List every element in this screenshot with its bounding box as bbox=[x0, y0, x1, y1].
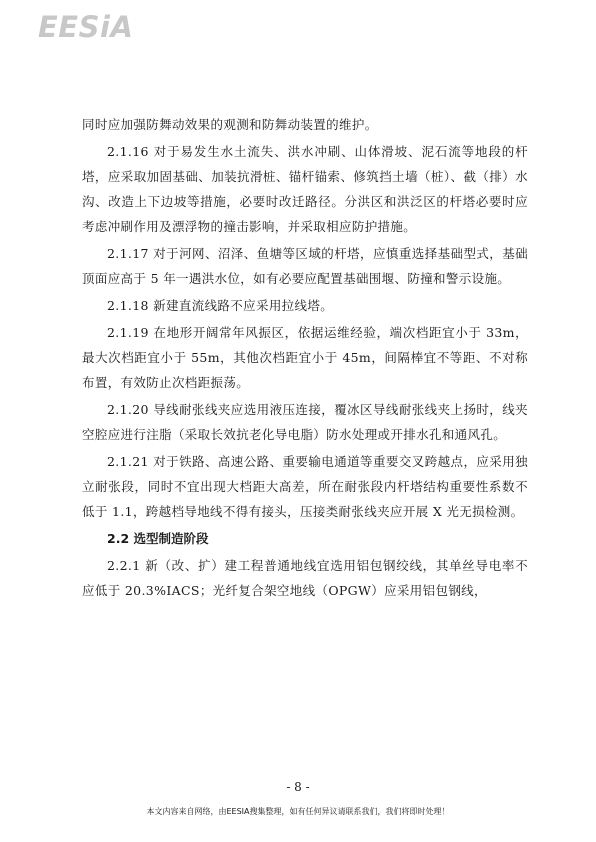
paragraph-2-1-19: 2.1.19 在地形开阔常年风振区，依据运维经验，端次档距宜小于 33m，最大次档距宜小于 55m，其他次档距宜小于 45m，间隔棒宜不等距、不对称布置，有效防止次档距振荡。 bbox=[82, 325, 528, 390]
section-heading: 2.2 选型制造阶段 bbox=[107, 531, 209, 546]
footer-note: 本文内容来自网络，由EESIA搜集整理，如有任何异议请联系我们，我们将即时处理！ bbox=[146, 807, 450, 816]
eesia-logo: EESiA bbox=[38, 10, 134, 44]
document-body bbox=[82, 112, 528, 605]
paragraph-2-1-20: 2.1.20 导线耐张线夹应选用液压连接，覆冰区导线耐张线夹上扬时，线夹空腔应进行注脂（采取长效抗老化导电脂）防水处理或开排水孔和通风孔。 bbox=[82, 402, 528, 442]
paragraph-continuation: 同时应加强防舞动效果的观测和防舞动装置的维护。 bbox=[82, 117, 378, 132]
page-number: - 8 - bbox=[286, 780, 310, 794]
paragraph-2-1-17: 2.1.17 对于河网、沼泽、鱼塘等区域的杆塔，应慎重选择基础型式，基础顶面应高于 5 年一遇洪水位，如有必要应配置基础围堰、防撞和警示设施。 bbox=[82, 246, 528, 286]
paragraph-2-1-21: 2.1.21 对于铁路、高速公路、重要输电通道等重要交叉跨越点，应采用独立耐张段，同时不宜出现大档距大高差，所在耐张段内杆塔结构重要性系数不低于 1.1，跨越档导地线不得有接头，压接类耐张线夹应开展 X 光无损检测。 bbox=[82, 454, 528, 519]
paragraph-2-2-1: 2.2.1 新（改、扩）建工程普通地线宜选用铝包钢绞线，其单丝导电率不应低于 20.3%IACS；光纤复合架空地线（OPGW）应采用铝包钢线， bbox=[82, 558, 528, 598]
paragraph-2-1-18: 2.1.18 新建直流线路不应采用拉线塔。 bbox=[107, 298, 334, 313]
paragraph-2-1-16: 2.1.16 对于易发生水土流失、洪水冲刷、山体滑坡、泥石流等地段的杆塔，应采取加固基础、加装抗滑桩、锚杆锚索、修筑挡土墙（桩）、截（排）水沟、改造上下边坡等措施，必要时改迁路径。分洪区和洪泛区的杆塔必要时应考虑冲刷作用及漂浮物的撞击影响，并采取相应防护措施。 bbox=[82, 144, 528, 234]
